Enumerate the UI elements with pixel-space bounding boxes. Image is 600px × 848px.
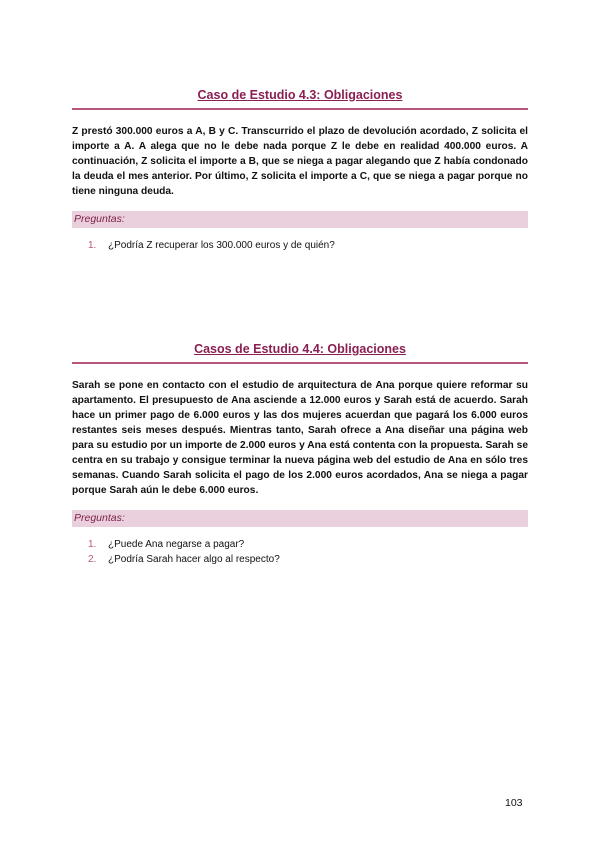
case-study-4-4 bbox=[72, 342, 528, 567]
case-title: Caso de Estudio 4.3: Obligaciones bbox=[72, 88, 528, 110]
question-text: ¿Podría Z recuperar los 300.000 euros y de quién? bbox=[108, 240, 335, 251]
case-title: Casos de Estudio 4.4: Obligaciones bbox=[72, 342, 528, 364]
question-text: ¿Puede Ana negarse a pagar? bbox=[108, 539, 245, 550]
question-text: ¿Podría Sarah hacer algo al respecto? bbox=[108, 554, 280, 565]
case-body: Sarah se pone en contacto con el estudio de arquitectura de Ana porque quiere reformar su apartamento. El presupuesto de Ana asciende a 12.000 euros y Sarah está de acuerdo. Sarah hace un primer pago de 6.000 euros y las dos mujeres acuerdan que pagará los 6.000 euros restantes seis meses después. Mientras tanto, Sarah ofrece a Ana diseñar una página web para su estudio por un importe de 2.000 euros y Ana está contenta con la propuesta. Sarah se centra en su trabajo y consigue terminar la nueva página web del estudio de Ana en sólo tres semanas. Cuando Sarah solicita el pago de los 2.000 euros acordados, Ana se niega a pagar porque Sarah aún le debe 6.000 euros. bbox=[72, 380, 528, 496]
case-study-4-3 bbox=[72, 88, 528, 253]
questions-list bbox=[72, 238, 528, 253]
case-body: Z prestó 300.000 euros a A, B y C. Transcurrido el plazo de devolución acordado, Z solicita el importe a A. A alega que no le debe nada porque Z le debe en realidad 400.000 euros. A continuación, Z solicita el importe a B, que se niega a pagar alegando que Z había condonado la deuda el mes anterior. Por último, Z solicita el importe a C, que se niega a pagar porque no tiene ninguna deuda. bbox=[72, 126, 528, 197]
question-item bbox=[72, 552, 528, 567]
questions-header: Preguntas: bbox=[72, 510, 528, 527]
question-item bbox=[72, 238, 528, 253]
questions-header: Preguntas: bbox=[72, 211, 528, 228]
page-number: 103 bbox=[505, 797, 523, 809]
questions-list bbox=[72, 537, 528, 567]
question-item bbox=[72, 537, 528, 552]
question-number: 2. bbox=[88, 554, 97, 565]
question-number: 1. bbox=[88, 539, 97, 550]
question-number: 1. bbox=[88, 240, 97, 251]
